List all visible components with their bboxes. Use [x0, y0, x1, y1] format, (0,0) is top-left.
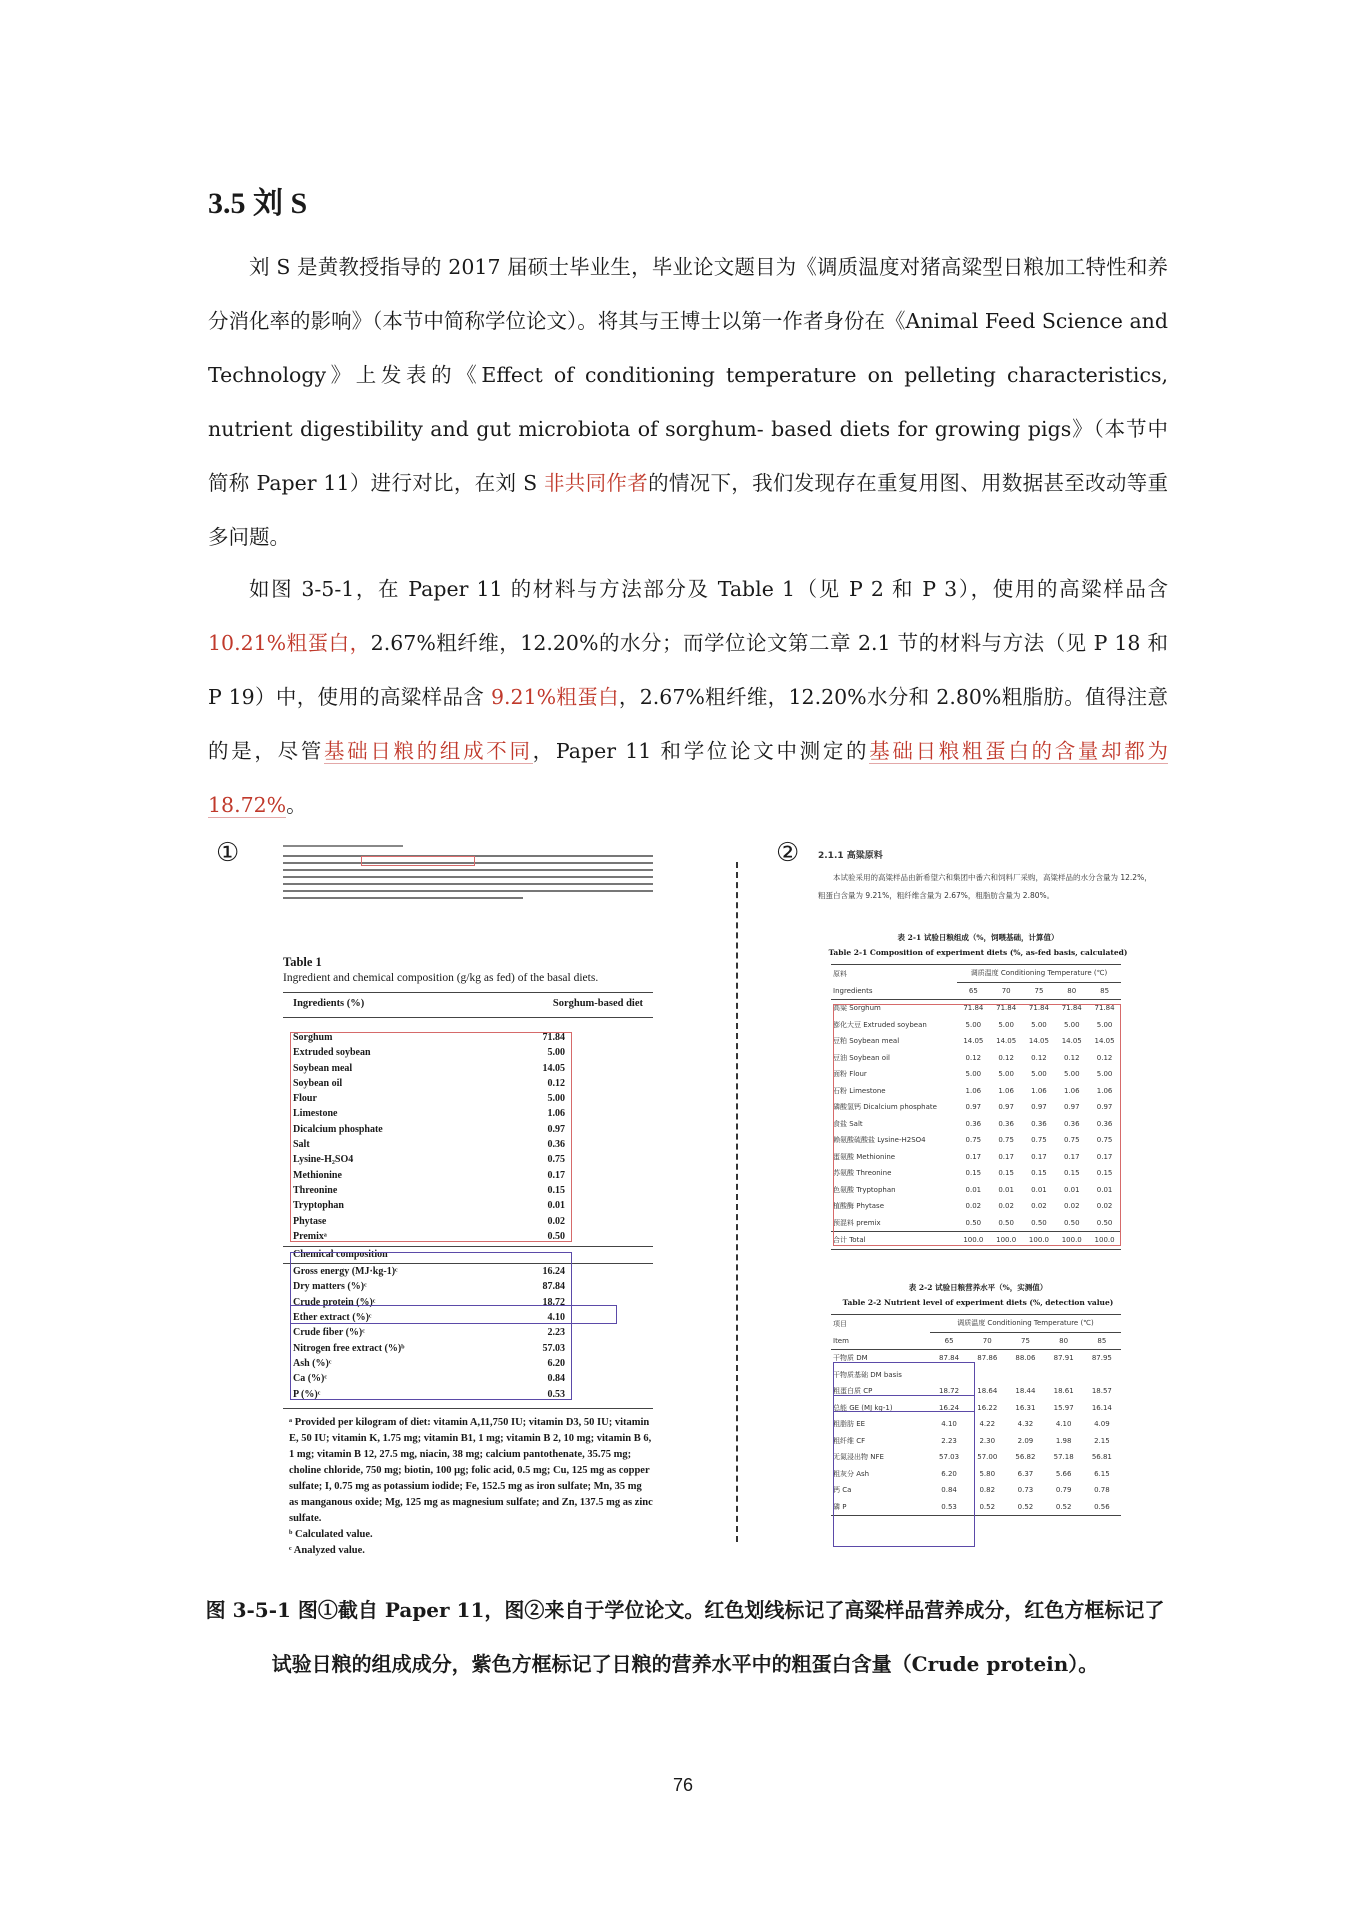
highlight-diet-differs: 基础日粮的组成不同	[323, 739, 533, 763]
thesis-t22-head: 项目	[833, 1319, 847, 1328]
thesis-t22-cell: 5.80	[979, 1469, 996, 1478]
thesis-t21-cell: 0.36	[1063, 1119, 1080, 1128]
thesis-t22-cell: 18.61	[1053, 1387, 1074, 1396]
table1-header	[283, 992, 653, 1018]
thesis-table2-title-en: Table 2-2 Nutrient level of experiment diets (%, detection value)	[842, 1298, 1114, 1307]
ingredient-label: Sorghum	[293, 1032, 333, 1043]
ingredient-value: 5.00	[547, 1093, 565, 1105]
thesis-t22-cell: 钙 Ca	[833, 1486, 852, 1495]
thesis-t21-cell: 71.84	[963, 1004, 984, 1013]
thesis-t22-cell: 总能 GE (MJ kg-1)	[833, 1403, 893, 1412]
thesis-t22-cell: 4.10	[1055, 1420, 1072, 1429]
thesis-t22-cell: 磷 P	[831, 1499, 930, 1516]
thesis-t22-cell: 0.53	[930, 1499, 968, 1516]
thesis-t22-cell: 无氮浸出物 NFE	[833, 1453, 884, 1462]
thesis-t21-cell: 豆粕 Soybean meal	[833, 1037, 900, 1046]
thesis-t22-cell: 4.10	[941, 1420, 957, 1429]
thesis-t22-head: 调质温度 Conditioning Temperature (℃)	[930, 1315, 1121, 1332]
thesis-t21-cell: 1.06	[998, 1086, 1014, 1095]
thesis-t21-cell: 71.84	[1061, 1004, 1082, 1013]
thesis-t21-cell: 100.0	[957, 1232, 990, 1250]
ingredient-label: Methionine	[293, 1169, 342, 1181]
ingredient-value: 14.05	[542, 1062, 565, 1074]
thesis-t21-cell: 合计 Total	[831, 1232, 957, 1250]
thesis-t21-cell: 苏氨酸 Threonine	[833, 1169, 892, 1178]
table1-col-ingredients: Ingredients (%)	[293, 998, 365, 1009]
thesis-t22-cell: 18.44	[1015, 1387, 1036, 1396]
thesis-t22-cell: 0.52	[968, 1499, 1006, 1516]
thesis-t21-cell: 100.0	[1055, 1232, 1088, 1250]
thesis-t22-cell: 0.73	[1017, 1486, 1034, 1495]
thesis-t22-cell: 16.22	[977, 1403, 998, 1412]
thesis-t21-cell: 0.02	[998, 1202, 1014, 1211]
thesis-t22-head: 80	[1045, 1332, 1083, 1350]
thesis-t21-head: 原料	[833, 969, 847, 978]
thesis-t21-cell: 0.17	[1096, 1152, 1113, 1161]
chemical-label: Dry matters (%)ᶜ	[293, 1281, 367, 1293]
thesis-t21-cell: 0.15	[1063, 1169, 1080, 1178]
chemical-label: Ash (%)ᶜ	[293, 1357, 332, 1369]
purple-box-thesis-cp	[833, 1395, 975, 1412]
thesis-t21-cell: 预混料 premix	[833, 1218, 881, 1227]
thesis-t21-cell: 0.12	[1096, 1053, 1113, 1062]
ingredient-value: 5.00	[547, 1047, 565, 1059]
thesis-t22-cell: 57.00	[977, 1453, 998, 1462]
thesis-t22-cell: 0.79	[1055, 1486, 1072, 1495]
thesis-t22-cell: 2.09	[1017, 1436, 1034, 1445]
ingredient-value: 71.84	[542, 1032, 565, 1043]
thesis-t21-cell: 1.06	[1096, 1086, 1113, 1095]
thesis-t21-cell: 5.00	[998, 1070, 1014, 1079]
thesis-t21-cell: 磷酸氢钙 Dicalcium phosphate	[833, 1103, 937, 1112]
thesis-t22-cell: 4.22	[979, 1420, 996, 1429]
ingredient-label: Soybean oil	[293, 1077, 343, 1089]
thesis-t21-cell: 0.36	[965, 1119, 982, 1128]
ingredient-label: Lysine-H₂SO4	[293, 1154, 354, 1166]
thesis-t21-cell: 色氨酸 Tryptophan	[833, 1185, 896, 1194]
thesis-t21-cell: 0.97	[998, 1103, 1014, 1112]
ingredient-value: 0.97	[547, 1123, 565, 1135]
red-box-thesis-ingredients	[833, 1004, 1121, 1246]
ingredient-value: 0.75	[547, 1154, 565, 1166]
thesis-t22-cell: 56.81	[1091, 1453, 1112, 1462]
ingredient-value: 0.01	[547, 1200, 565, 1212]
ingredient-label: Premixᵃ	[293, 1230, 327, 1242]
figure-divider	[736, 862, 738, 1542]
thesis-table1-title-cn: 表 2-1 试验日粮组成（%，饲喂基础，计算值）	[897, 933, 1059, 942]
ingredient-label: Salt	[293, 1139, 310, 1151]
thesis-t22-cell: 87.95	[1091, 1354, 1112, 1363]
thesis-t21-cell: 面粉 Flour	[833, 1070, 867, 1079]
thesis-t21-cell: 1.06	[965, 1086, 982, 1095]
chemical-section-title: Chemical composition	[293, 1249, 388, 1261]
chemical-label: Ether extract (%)ᶜ	[293, 1312, 372, 1324]
table1-title: Table 1	[283, 955, 322, 969]
thesis-t21-cell: 0.97	[1063, 1103, 1080, 1112]
thesis-t22-cell: 4.32	[1017, 1420, 1034, 1429]
thesis-t22-head: 65	[930, 1332, 968, 1350]
thesis-t21-cell: 0.97	[965, 1103, 982, 1112]
paragraph-1: 刘 S 是黄教授指导的 2017 届硕士毕业生，毕业论文题目为《调质温度对猪高粱型日粮加工特性和养分消化率的影响》（本节中简称学位论文）。将其与王博士以第一作者身份在《Animal Feed Science and Technology》上发表的《Effect of conditioning temperature on pelleting characteristics, nutrient digestibility and gut microbiota of sorghum- based diets for growing pigs》（本节中简称 Paper 11）进行对比，在刘 S 非共同作者的情况下，我们发现存在重复用图、用数据甚至改动等重多问题。	[208, 255, 1169, 549]
thesis-t22-cell: 6.20	[941, 1469, 957, 1478]
thesis-t21-cell: 71.84	[1094, 1004, 1115, 1013]
ingredient-label: Flour	[293, 1093, 317, 1105]
thesis-t21-cell: 1.06	[1031, 1086, 1047, 1095]
chemical-label: Crude protein (%)ᶜ	[293, 1296, 376, 1308]
thesis-t21-cell: 0.15	[998, 1169, 1014, 1178]
thesis-t22-cell: 18.57	[1091, 1387, 1112, 1396]
thesis-t22-cell: 粗蛋白质 CP	[833, 1387, 873, 1396]
thesis-t21-cell: 0.75	[1063, 1136, 1080, 1145]
thesis-t22-head: Item	[831, 1332, 930, 1350]
chemical-label: Gross energy (MJ·kg-1)ᶜ	[293, 1266, 398, 1278]
paper-excerpt-lines	[283, 845, 653, 899]
thesis-t22-cell: 0.78	[1094, 1486, 1110, 1495]
thesis-t22-head: 85	[1083, 1332, 1121, 1350]
thesis-t22-cell: 0.52	[1006, 1499, 1044, 1516]
highlight-sorghum-cp-paper: 10.21%粗蛋白，	[208, 631, 371, 655]
thesis-t21-cell: 0.01	[1031, 1185, 1047, 1194]
thesis-t21-cell: 0.12	[1063, 1053, 1080, 1062]
ingredient-label: Tryptophan	[293, 1200, 344, 1212]
thesis-t22-cell: 0.52	[1045, 1499, 1083, 1516]
thesis-t22-cell: 88.06	[1015, 1354, 1036, 1363]
thesis-t21-cell: 植酸酶 Phytase	[833, 1202, 885, 1211]
thesis-t22-cell: 16.24	[939, 1403, 960, 1412]
thesis-t22-cell: 6.15	[1094, 1469, 1110, 1478]
thesis-t21-cell: 0.12	[965, 1053, 982, 1062]
thesis-t21-cell: 0.17	[1063, 1152, 1080, 1161]
thesis-t21-head: Ingredients	[831, 982, 957, 1000]
chemical-label: Ca (%)ᶜ	[293, 1373, 327, 1385]
thesis-t22-cell: 2.30	[979, 1436, 996, 1445]
thesis-t21-cell: 高粱 Sorghum	[833, 1004, 881, 1013]
highlight-non-coauthor: 非共同作者	[544, 471, 649, 495]
ingredient-value: 0.17	[547, 1169, 565, 1181]
thesis-t21-cell: 5.00	[998, 1020, 1014, 1029]
thesis-t21-cell: 5.00	[1096, 1020, 1113, 1029]
thesis-t21-cell: 100.0	[1088, 1232, 1121, 1250]
thesis-t21-cell: 0.75	[1096, 1136, 1113, 1145]
thesis-t21-cell: 0.97	[1096, 1103, 1113, 1112]
thesis-t21-cell: 0.17	[1031, 1152, 1047, 1161]
thesis-t21-cell: 0.97	[1031, 1103, 1047, 1112]
thesis-t21-cell: 0.17	[998, 1152, 1014, 1161]
thesis-t21-cell: 豆油 Soybean oil	[833, 1053, 890, 1062]
thesis-excerpt	[818, 848, 1158, 905]
thesis-t22-cell: 粗脂肪 EE	[833, 1420, 866, 1429]
thesis-t21-cell: 0.15	[1031, 1169, 1047, 1178]
table1-col-diet: Sorghum-based diet	[552, 998, 643, 1009]
thesis-t21-head: 65	[957, 982, 990, 1000]
ingredient-value: 0.15	[547, 1184, 565, 1196]
purple-box-crude-protein	[290, 1305, 617, 1324]
thesis-t21-cell: 5.00	[1063, 1020, 1080, 1029]
thesis-t22-cell: 1.98	[1055, 1436, 1072, 1445]
thesis-t21-cell: 71.84	[996, 1004, 1017, 1013]
thesis-t21-head: 70	[990, 982, 1023, 1000]
purple-box-chemical	[290, 1252, 572, 1400]
thesis-t21-cell: 5.00	[1031, 1070, 1047, 1079]
thesis-t22-cell: 57.03	[939, 1453, 960, 1462]
thesis-t22-cell: 4.09	[1094, 1420, 1110, 1429]
chemical-value: 16.24	[542, 1266, 565, 1278]
thesis-t21-cell: 14.05	[996, 1037, 1017, 1046]
chemical-value: 2.23	[547, 1327, 565, 1339]
chemical-value: 18.72	[542, 1296, 565, 1308]
thesis-t21-cell: 膨化大豆 Extruded soybean	[833, 1020, 927, 1029]
thesis-t21-cell: 14.05	[1061, 1037, 1082, 1046]
red-box-sorghum-cp	[361, 856, 475, 866]
thesis-t21-cell: 0.01	[998, 1185, 1014, 1194]
thesis-t21-cell: 0.01	[1063, 1185, 1080, 1194]
thesis-t22-cell: 2.15	[1094, 1436, 1110, 1445]
thesis-t21-cell: 5.00	[1096, 1070, 1113, 1079]
thesis-t21-cell: 100.0	[1023, 1232, 1056, 1250]
thesis-t22-cell	[1083, 1367, 1121, 1384]
thesis-t21-cell: 0.01	[1096, 1185, 1113, 1194]
thesis-t21-cell: 蛋氨酸 Methionine	[833, 1152, 896, 1161]
thesis-t21-cell: 0.02	[1031, 1202, 1047, 1211]
ingredient-label: Threonine	[293, 1184, 338, 1196]
thesis-t21-cell: 0.02	[1096, 1202, 1113, 1211]
thesis-t22-cell: 87.84	[939, 1354, 960, 1363]
thesis-t21-cell: 0.50	[998, 1218, 1014, 1227]
thesis-t22-cell: 粗纤维 CF	[833, 1436, 866, 1445]
chemical-label: P (%)ᶜ	[293, 1388, 321, 1400]
thesis-t21-cell: 14.05	[963, 1037, 984, 1046]
thesis-t21-cell: 0.01	[965, 1185, 982, 1194]
thesis-t21-head: 80	[1055, 982, 1088, 1000]
ingredient-label: Phytase	[293, 1215, 327, 1227]
thesis-t21-cell: 0.75	[1031, 1136, 1047, 1145]
figure-2-marker: ②	[776, 838, 800, 868]
footnote: ᶜ Analyzed value.	[289, 1544, 365, 1556]
red-box-ingredients	[290, 1032, 572, 1242]
thesis-t21-cell: 食盐 Salt	[833, 1119, 863, 1128]
thesis-t21-head: 调质温度 Conditioning Temperature (℃)	[957, 965, 1121, 982]
thesis-t21-cell: 0.75	[998, 1136, 1014, 1145]
thesis-t22-cell: 16.14	[1091, 1403, 1112, 1412]
thesis-t21-cell: 石粉 Limestone	[833, 1086, 886, 1095]
ingredient-label: Soybean meal	[293, 1062, 353, 1074]
thesis-t21-cell: 0.12	[1031, 1053, 1047, 1062]
thesis-t22-cell: 0.84	[941, 1486, 957, 1495]
chemical-label: Nitrogen free extract (%)ᵇ	[293, 1342, 405, 1354]
section-title: 3.5 刘 S	[208, 187, 308, 220]
table1-footnotes	[283, 1415, 653, 1559]
thesis-t21-cell: 0.02	[1063, 1202, 1080, 1211]
chemical-value: 0.53	[547, 1388, 565, 1400]
highlight-same-cp: 基础日粮粗蛋白的含量却都为 18.72%	[208, 739, 1168, 817]
thesis-t21-cell: 5.00	[1063, 1070, 1080, 1079]
thesis-t22-cell: 18.64	[977, 1387, 998, 1396]
page-number: 76	[672, 1775, 694, 1795]
figure-caption: 图 3-5-1 图①截自 Paper 11，图②来自于学位论文。红色划线标记了高粱样品营养成分，红色方框标记了试验日粮的组成成分，紫色方框标记了日粮的营养水平中的粗蛋白含量（Crude protein）。	[205, 1598, 1165, 1676]
thesis-t21-cell: 0.36	[1096, 1119, 1113, 1128]
footnote: ᵇ Calculated value.	[289, 1528, 373, 1540]
thesis-t22-cell: 干物质 DM	[833, 1354, 868, 1363]
thesis-t22-cell: 18.72	[939, 1387, 960, 1396]
thesis-t22-cell: 16.31	[1015, 1403, 1036, 1412]
thesis-t22-cell: 56.82	[1015, 1453, 1036, 1462]
chemical-value: 0.84	[547, 1373, 565, 1385]
table1-subtitle: Ingredient and chemical composition (g/kg as fed) of the basal diets.	[283, 972, 599, 984]
thesis-t22-cell: 87.86	[977, 1354, 998, 1363]
thesis-t21-cell: 0.02	[965, 1202, 982, 1211]
thesis-t21-head: 75	[1023, 982, 1056, 1000]
thesis-t21-cell: 71.84	[1028, 1004, 1049, 1013]
thesis-t22-cell: 15.97	[1053, 1403, 1074, 1412]
ingredient-label: Extruded soybean	[293, 1047, 371, 1059]
thesis-t21-cell: 100.0	[990, 1232, 1023, 1250]
ingredient-label: Limestone	[293, 1108, 338, 1120]
ingredient-value: 0.02	[547, 1215, 565, 1227]
chemical-value: 87.84	[542, 1281, 565, 1293]
ingredient-value: 0.36	[547, 1139, 565, 1151]
thesis-t21-cell: 0.50	[1031, 1218, 1047, 1227]
chemical-value: 6.20	[547, 1357, 565, 1369]
highlight-sorghum-cp-thesis: 9.21%粗蛋白	[490, 685, 619, 709]
ingredient-value: 1.06	[547, 1108, 565, 1120]
chemical-value: 4.10	[547, 1312, 565, 1324]
thesis-t22-cell	[1045, 1367, 1083, 1384]
thesis-t21-cell: 0.12	[998, 1053, 1014, 1062]
thesis-t21-cell: 0.36	[1031, 1119, 1047, 1128]
thesis-t22-cell: 干物质基础 DM basis	[833, 1370, 902, 1379]
thesis-t22-cell: 0.56	[1083, 1499, 1121, 1516]
thesis-t21-cell: 0.15	[965, 1169, 982, 1178]
thesis-t21-cell: 0.15	[1096, 1169, 1113, 1178]
thesis-t22-cell: 2.23	[941, 1436, 957, 1445]
thesis-t22-cell: 87.91	[1053, 1354, 1074, 1363]
ingredient-label: Dicalcium phosphate	[293, 1123, 383, 1135]
thesis-t22-cell: 6.37	[1017, 1469, 1034, 1478]
thesis-table2-title-cn: 表 2-2 试验日粮营养水平（%，实测值）	[908, 1283, 1048, 1292]
thesis-t22-cell: 57.18	[1053, 1453, 1074, 1462]
figure-1-marker: ①	[216, 838, 240, 868]
paragraph-2: 如图 3-5-1，在 Paper 11 的材料与方法部分及 Table 1（见 P 2 和 P 3），使用的高粱样品含 10.21%粗蛋白，2.67%粗纤维，12.20%的水分；而学位论文第二章 2.1 节的材料与方法（见 P 18 和 P 19）中，使用的高粱样品含 9.21%粗蛋白，2.67%粗纤维，12.20%水分和 2.80%粗脂肪。值得注意的是，尽管基础日粮的组成不同，Paper 11 和学位论文中测定的基础日粮粗蛋白的含量却都为 18.72%。	[208, 577, 1169, 817]
thesis-t21-cell: 0.50	[965, 1218, 982, 1227]
thesis-t22-head: 75	[1006, 1332, 1044, 1350]
thesis-t21-cell: 5.00	[965, 1020, 982, 1029]
thesis-t21-cell: 14.05	[1028, 1037, 1049, 1046]
thesis-t22-cell	[1006, 1367, 1044, 1384]
thesis-t21-cell: 5.00	[1031, 1020, 1047, 1029]
thesis-table1-title-en: Table 2-1 Composition of experiment diets (%, as-fed basis, calculated)	[828, 948, 1128, 957]
thesis-t22-head: 70	[968, 1332, 1006, 1350]
thesis-t21-cell: 赖氨酸硫酸盐 Lysine-H2SO4	[833, 1136, 926, 1145]
thesis-t21-cell: 0.75	[965, 1136, 982, 1145]
thesis-t22-cell: 5.66	[1055, 1469, 1072, 1478]
footnote: ᵃ Provided per kilogram of diet: vitamin A,11,750 IU; vitamin D3, 50 IU; vitamin E, 50 IU; vitamin K, 1.75 mg; vitamin B1, 1 mg; vitamin B 2, 10 mg; vitamin B 6, 1 mg; vitamin B 12, 27.5 mg, niacin, 38 mg; calcium pantothenate, 35.75 mg; choline chloride, 750 mg; biotin, 100 μg; folic acid, 0.5 mg; Cu, 125 mg as copper sulfate; I, 0.75 mg as potassium iodide; Fe, 152.5 mg as iron sulfate; Mn, 35 mg as manganous oxide; Mg, 125 mg as magnesium sulfate; and Zn, 137.5 mg as zinc sulfate.	[289, 1416, 653, 1524]
ingredient-value: 0.12	[547, 1077, 565, 1089]
thesis-t21-cell: 0.17	[965, 1152, 982, 1161]
chemical-value: 57.03	[542, 1342, 565, 1354]
purple-box-thesis-nutrients	[833, 1362, 975, 1547]
thesis-t21-cell: 0.50	[1063, 1218, 1080, 1227]
thesis-t21-cell: 5.00	[965, 1070, 982, 1079]
thesis-t21-cell: 0.50	[1096, 1218, 1113, 1227]
thesis-t21-cell: 1.06	[1063, 1086, 1080, 1095]
thesis-t21-cell: 14.05	[1094, 1037, 1115, 1046]
thesis-t21-head: 85	[1088, 982, 1121, 1000]
thesis-t21-cell: 0.36	[998, 1119, 1014, 1128]
thesis-t22-cell: 粗灰分 Ash	[833, 1469, 870, 1478]
thesis-body: 本试验采用的高粱样品由新希望六和集团中番六和饲料厂采购，高粱样品的水分含量为 12.2%，粗蛋白含量为 9.21%，粗纤维含量为 2.67%，粗脂肪含量为 2.80%。	[818, 873, 1152, 900]
thesis-heading: 2.1.1 高粱原料	[818, 851, 883, 861]
ingredient-value: 0.50	[547, 1230, 565, 1242]
thesis-t22-cell: 0.82	[979, 1486, 996, 1495]
chemical-label: Crude fiber (%)ᶜ	[293, 1327, 365, 1339]
